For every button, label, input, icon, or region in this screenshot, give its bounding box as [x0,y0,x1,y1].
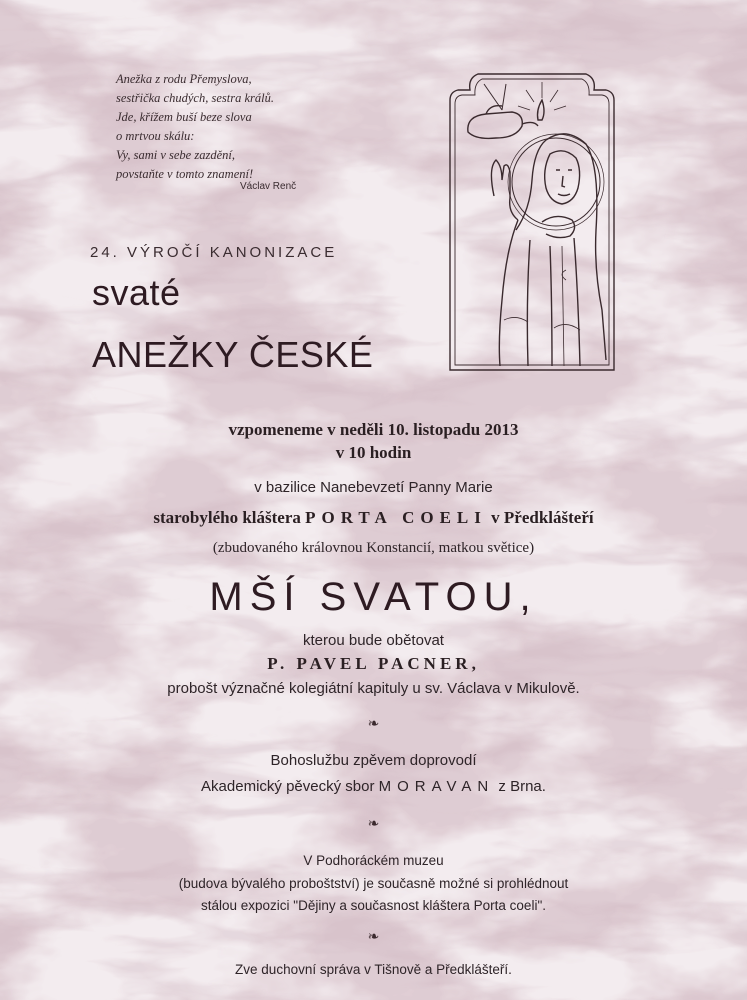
footer-invitation: Zve duchovní správa v Tišnově a Předklášteří. [235,962,512,977]
saint-agnes-illustration [446,70,618,378]
ornament-divider: ❧ [367,928,380,944]
priest-title: probošt význačné kolegiátní kapituly u sv. Václava v Mikulově. [167,680,580,697]
monastery-prefix: starobylého kláštera [153,508,301,527]
poem [116,70,326,184]
museum-line-3: stálou expozici "Dějiny a současnost kláštera Porta coeli". [200,898,546,913]
ornament-divider: ❧ [367,815,380,831]
priest-comma: , [471,654,480,673]
built-line: (zbudovaného královnou Konstancií, matkou světice) [212,540,535,556]
poem-line: sestřička chudých, sestra králů. [116,91,274,105]
choir-suffix: z Brna. [498,778,546,795]
poem-author: Václav Renč [240,181,297,192]
choir-name: MORAVAN [378,778,495,795]
title-line-1: svaté [92,272,181,313]
ornament-divider: ❧ [367,715,380,731]
anniversary-heading: 24. VÝROČÍ KANONIZACE [90,244,338,261]
choir-line-1: Bohoslužbu zpěvem doprovodí [270,752,477,769]
place-line: v bazilice Nanebevzetí Panny Marie [254,479,493,496]
poem-line: povstaňte v tomto znamení! [116,167,254,181]
priest-line [0,654,747,674]
monastery-line [0,508,747,528]
poem-line: Anežka z rodu Přemyslova, [116,72,252,86]
priest-name: P. PAVEL PACNER [267,654,472,673]
poem-line: Jde, křížem buší beze slova [116,110,252,124]
poem-line: o mrtvou skálu: [116,129,195,143]
museum-line-2: (budova bývalého proboštství) je současně možné si prohlédnout [178,876,569,891]
choir-prefix: Akademický pěvecký sbor [201,778,375,795]
monastery-suffix: v Předklášteří [491,508,594,527]
museum-line-1: V Podhoráckém muzeu [303,853,444,868]
date-line: vzpomeneme v neděli 10. listopadu 2013 [228,420,519,439]
time-line: v 10 hodin [335,443,412,462]
monastery-name: PORTA COELI [305,508,487,527]
mass-heading: MŠÍ SVATOU, [209,575,538,619]
title-line-2: ANEŽKY ČESKÉ [92,334,374,375]
offered-line: kterou bude obětovat [303,632,444,649]
choir-line-2 [0,778,747,795]
poem-line: Vy, sami v sebe zazdění, [116,148,235,162]
